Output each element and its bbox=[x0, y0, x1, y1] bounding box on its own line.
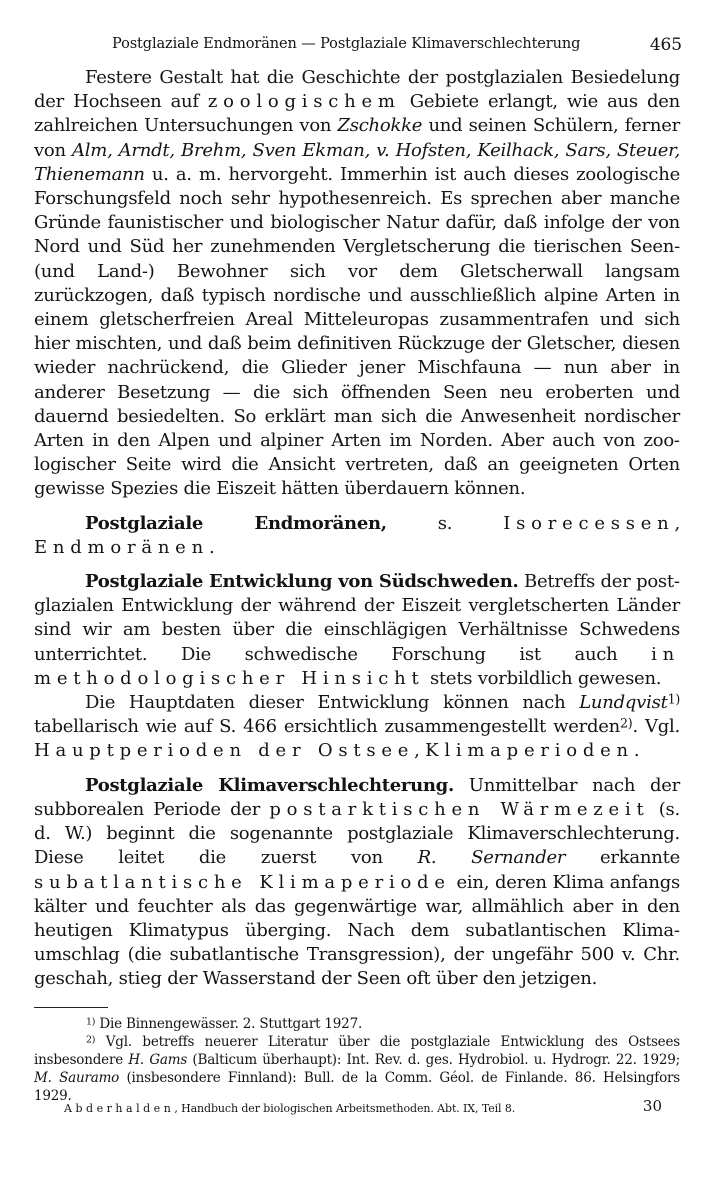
cross-reference: Klimaperioden bbox=[425, 740, 634, 762]
footnote-mark: 2) bbox=[86, 1034, 96, 1046]
entry-heading: Postglaziale Endmoränen, bbox=[85, 512, 387, 534]
spaced-term: zoologischem bbox=[207, 91, 401, 113]
paragraph-hauptdaten: Die Hauptdaten dieser Entwicklung können nach Lundqvist$^{1)}$ tabellarisch wie auf S. 466 ersichtlich zusammengestellt werden$^{2)}$. Vgl. Hauptperioden der Ostsee, Klimaperioden. bbox=[34, 691, 680, 762]
entry-heading: Postglaziale Entwicklung von Südschweden. bbox=[85, 571, 519, 593]
body-text bbox=[34, 66, 680, 992]
author-name: H. Gams bbox=[128, 1052, 188, 1068]
author-names: Alm, Arndt, Brehm, Sven Ekman, v. Hofsten, Keilhack, Sars, Steuer, Thienemann bbox=[34, 139, 680, 185]
author-name: Zschokke bbox=[337, 115, 423, 137]
footnotes bbox=[34, 1015, 680, 1105]
spaced-term: subatlantische Klimaperiode bbox=[34, 871, 451, 893]
footnote-ref: 1) bbox=[667, 691, 680, 707]
editor-name: Abderhalden bbox=[64, 1102, 175, 1115]
author-name: M. Sauramo bbox=[34, 1070, 120, 1086]
page-number: 465 bbox=[649, 35, 682, 55]
footnote-mark: 1) bbox=[86, 1016, 96, 1028]
running-head bbox=[112, 35, 682, 55]
cross-reference: Isorecessen bbox=[503, 512, 675, 534]
footnote-divider bbox=[34, 1007, 108, 1008]
entry-postglaziale-entwicklung: Postglaziale Entwicklung von Südschweden. Betreffs der postglazialen Entwicklung der während der Eiszeit vergletscherten Länder sind wir am besten über die einschlägigen Verhältnisse Schwedens unterrichtet. Die schwedische Forschung ist auch in methodologischer Hinsicht stets vorbildlich gewesen. bbox=[34, 571, 680, 689]
footnote-1: $^{1)}$ Die Binnengewässer. 2. Stuttgart 1927. bbox=[86, 1016, 363, 1032]
spaced-term: in methodologischer Hinsicht bbox=[34, 643, 680, 689]
entry-heading: Postglaziale Klimaverschlechterung. bbox=[85, 774, 454, 796]
footnote-ref: 2) bbox=[620, 715, 633, 731]
entry-postglaziale-klimaverschlechterung: Postglaziale Klimaverschlechterung. Unmittelbar nach der subborealen Periode der postarktischen Wärmezeit (s. d. W.) beginnt die sogenannte postglaziale Klimaverschlechterung. Diese leitet die zuerst von R. Sernander erkannte subatlantische Klimaperiode ein, deren Klima anfangs kälter und feuchter als das gegenwärtige war, allmählich aber in den heutigen Klimatypus überging. Nach dem subatlantischen Klimaumschlag (die subatlantische Transgression), der ungefähr 500 v. Chr. geschah, stieg der Wasserstand der Seen oft über den jetzigen. bbox=[34, 774, 681, 990]
cross-reference: Hauptperioden der Ostsee bbox=[34, 740, 415, 762]
imprint-line: Abderhalden, Handbuch der biologischen Arbeitsmethoden. Abt. IX, Teil 8. bbox=[64, 1102, 516, 1115]
spaced-term: postarktischen Wärmezeit bbox=[269, 798, 650, 820]
author-name: R. Sernander bbox=[417, 847, 566, 869]
footnote-2: $^{2)}$ Vgl. betreffs neuerer Literatur über die postglaziale Entwicklung des Ostsees insbesondere H. Gams (Balticum überhaupt): Int. Rev. d. ges. Hydrobiol. u. Hydrogr. 22. 1929; M. Sauramo (insbesondere Finnland): Bull. de la Comm. Géol. de Finlande. 86. Helsingfors 1929. bbox=[34, 1034, 681, 1104]
cross-reference: Endmoränen bbox=[34, 536, 209, 558]
entry-postglaziale-endmoraenen: Postglaziale Endmoränen, s. Isorecessen, Endmoränen. bbox=[34, 512, 680, 558]
author-name: Lundqvist bbox=[579, 692, 668, 714]
paragraph-zoological-settlement: Festere Gestalt hat die Geschichte der postglazialen Besiedelung der Hochseen auf zoologischem Gebiete erlangt, wie aus den zahlreichen Untersuchungen von Zschokke und seinen Schülern, ferner von Alm, Arndt, Brehm, Sven Ekman, v. Hofsten, Keilhack, Sars, Steuer, Thienemann u. a. m. hervorgeht. Immerhin ist auch dieses zoologische Forschungsfeld noch sehr hypothesenreich. Es sprechen aber manche Gründe faunistischer und biologischer Natur dafür, daß infolge der von Nord und Süd her zunehmenden Vergletscherung die tierischen Seen- (und Land-) Bewohner sich vor dem Gletscherwall langsam zurückzogen, daß typisch nordische und ausschließlich alpine Arten in einem gletscherfreien Areal Mitteleuropas zusammentrafen und sich hier mischten, und daß beim definitiven Rückzuge der Gletscher, diesen wieder nachrückend, die Glieder jener Mischfauna — nun aber in anderer Besetzung — die sich öffnenden Seen neu eroberten und dauernd besiedelten. So erklärt man sich die Anwesenheit nordischer Arten in den Alpen und alpiner Arten im Norden. Aber auch von zoologischer Seite wird die Ansicht vertreten, daß an geeigneten Orten gewisse Spezies die Eiszeit hätten überdauern können. bbox=[34, 67, 680, 500]
running-title: Postglaziale Endmoränen — Postglaziale Klimaverschlechterung bbox=[112, 36, 581, 52]
signature-number: 30 bbox=[642, 1097, 662, 1115]
